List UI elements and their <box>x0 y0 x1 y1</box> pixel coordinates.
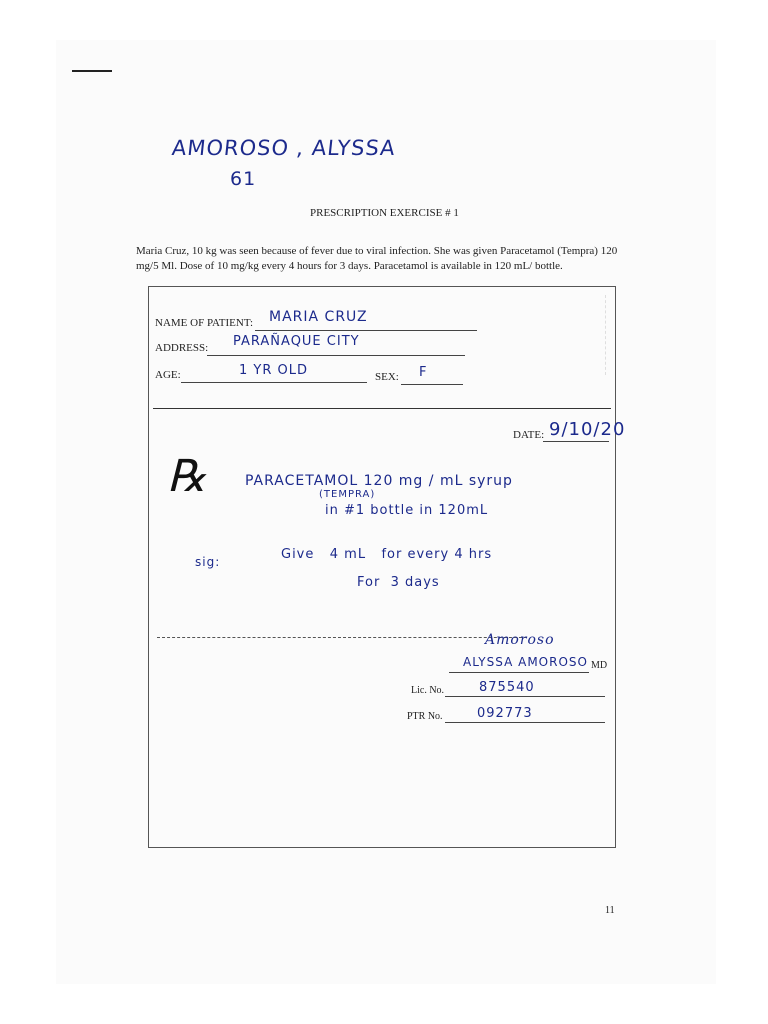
prescription-form <box>148 286 626 848</box>
student-number: 61 <box>230 168 257 190</box>
lic-label: Lic. No. <box>411 685 445 696</box>
physician-name: ALYSSA AMOROSO <box>463 655 588 669</box>
lic-value: 875540 <box>479 680 535 695</box>
sex-value: F <box>419 365 428 380</box>
physician-line <box>449 672 589 673</box>
patient-label: NAME OF PATIENT: <box>155 317 254 329</box>
ptr-value: 092773 <box>477 706 533 721</box>
page-number: 11 <box>605 905 615 916</box>
case-description: Maria Cruz, 10 kg was seen because of fever due to viral infection. She was given Paracetamol (Tempra) 120 mg/5 Ml. Dose of 10 mg/kg every 4 hours for 3 days. Paracetamol is available in 120 mL/ bottle. <box>136 245 618 272</box>
patient-value: MARIA CRUZ <box>269 309 368 325</box>
address-value: PARAÑAQUE CITY <box>233 334 360 349</box>
rx-brand-line: (TEMPRA) <box>319 489 376 500</box>
signature-separator <box>157 637 527 638</box>
corner-mark <box>72 70 112 72</box>
ptr-line <box>445 722 605 723</box>
physician-signature: Amoroso <box>485 632 555 648</box>
form-divider <box>153 408 611 409</box>
date-label: DATE: <box>513 429 545 441</box>
patient-line <box>255 330 477 331</box>
md-label: MD <box>591 660 608 671</box>
address-label: ADDRESS: <box>155 342 209 354</box>
age-value: 1 YR OLD <box>239 363 308 378</box>
rx-drug-line: PARACETAMOL 120 mg / mL syrup <box>245 473 513 489</box>
sex-label: SEX: <box>375 371 399 383</box>
sig-duration: For 3 days <box>357 575 440 590</box>
ptr-label: PTR No. <box>407 711 443 722</box>
sig-directions: Give 4 mL for every 4 hrs <box>281 547 493 562</box>
age-label: AGE: <box>155 369 181 381</box>
date-value: 9/10/20 <box>549 419 626 440</box>
rx-symbol: ℞ <box>167 451 207 502</box>
student-name: AMOROSO , ALYSSA <box>170 136 397 160</box>
lic-line <box>445 696 605 697</box>
sig-label: sig: <box>195 555 221 569</box>
rx-quantity-line: in #1 bottle in 120mL <box>325 503 489 518</box>
age-line <box>181 382 367 383</box>
sex-line <box>401 384 463 385</box>
date-line <box>543 441 609 442</box>
exercise-title: PRESCRIPTION EXERCISE # 1 <box>310 207 459 219</box>
address-line <box>207 355 465 356</box>
bleed-through-marks <box>435 295 606 375</box>
